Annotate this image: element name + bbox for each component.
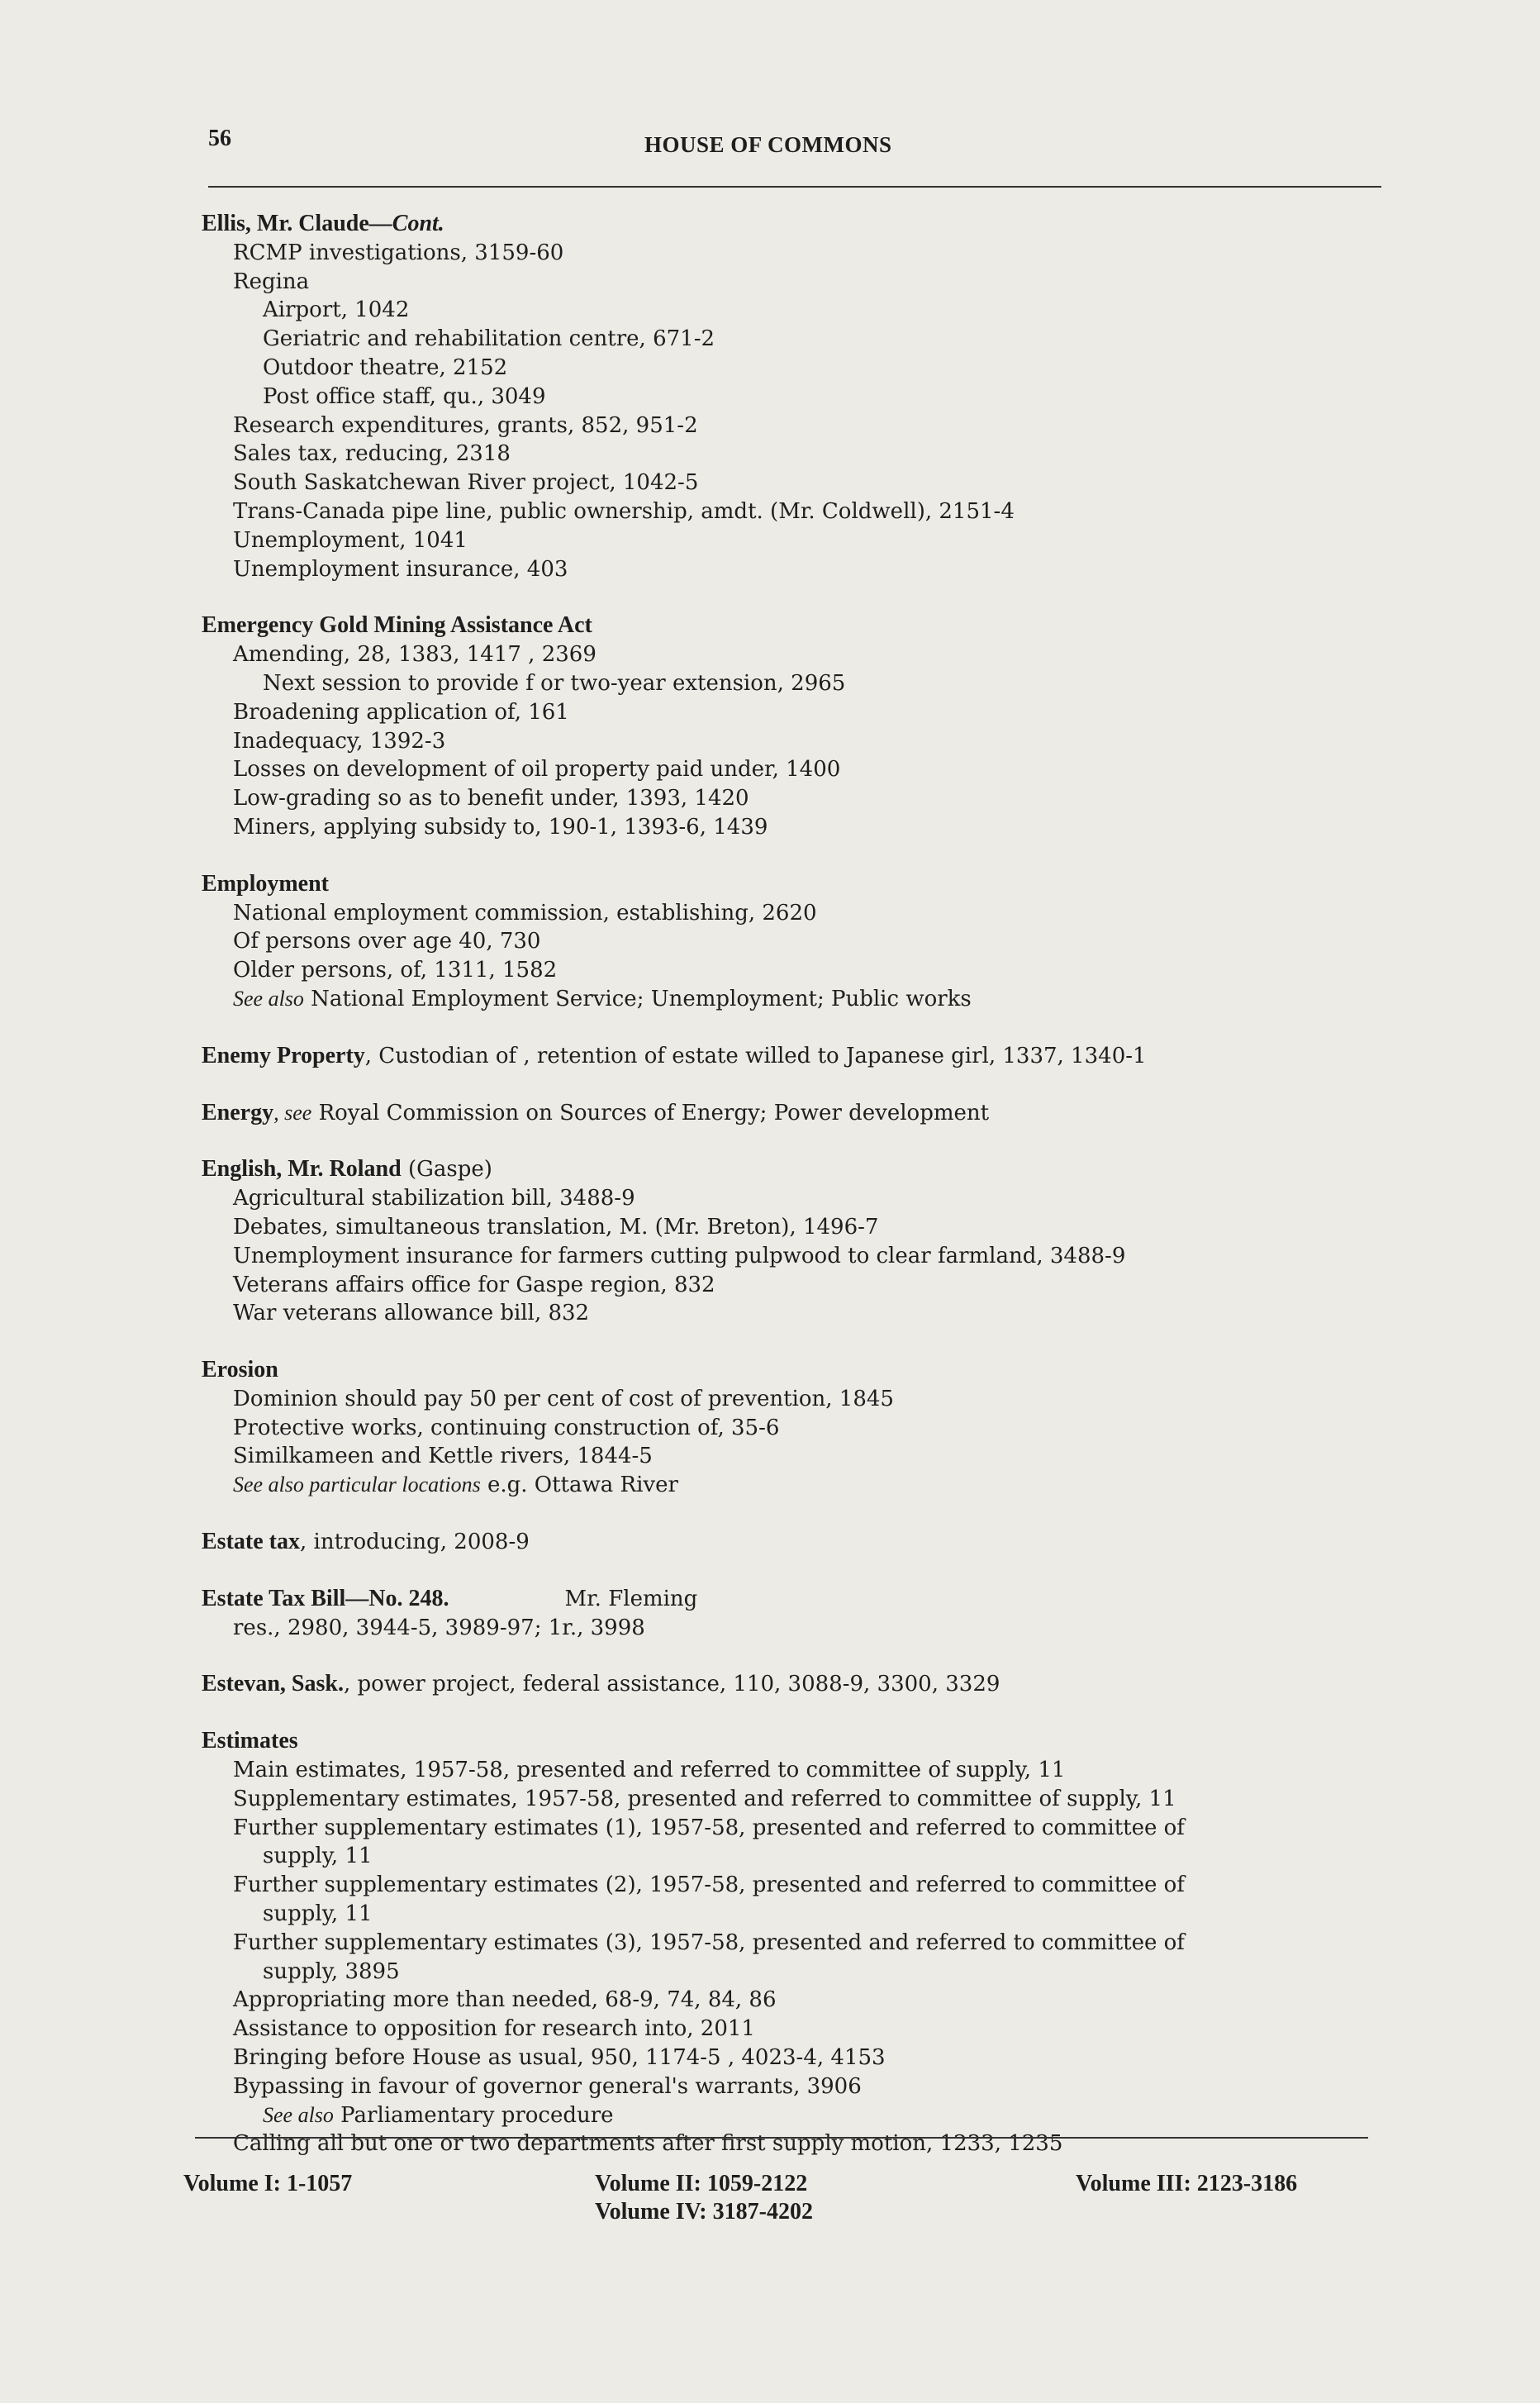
index-entry: [195, 210, 1385, 583]
index-subentry: [195, 296, 1385, 325]
subentry-text: Broadening application of, 161: [233, 699, 569, 725]
entry-heading: Employment: [202, 870, 329, 897]
index-subentry: [195, 813, 1385, 842]
index-subentry: [195, 1471, 1385, 1500]
entry-heading-text: Royal Commission on Sources of Energy; Power development: [311, 1100, 990, 1125]
index-entry: [195, 1155, 1385, 1328]
index-subentry: [195, 440, 1385, 469]
index-subentry: [195, 1184, 1385, 1213]
header-divider: [208, 186, 1381, 188]
entry-heading: Enemy Property: [202, 1042, 365, 1068]
index-entry: [195, 611, 1385, 841]
subentry-text: Miners, applying subsidy to, 190-1, 1393-6, 1439: [233, 814, 768, 840]
entry-heading-line: [195, 1099, 1385, 1128]
subentry-text: Next session to provide f or two-year extension, 2965: [263, 670, 846, 696]
subentry-text: Unemployment, 1041: [233, 527, 468, 553]
index-subentry: [195, 1442, 1385, 1471]
index-subentry: [195, 985, 1385, 1014]
index-entry: [195, 1356, 1385, 1500]
index-subentry: [195, 1785, 1385, 1814]
footer-volume-2-4: [595, 2170, 813, 2226]
entry-heading-line: [195, 1356, 1385, 1385]
entry-sponsor: Mr. Fleming: [564, 1586, 698, 1611]
subentry-text: supply, 11: [263, 1901, 373, 1927]
subentry-text: National employment commission, establishing, 2620: [233, 900, 817, 926]
index-subentry: [195, 1929, 1385, 1958]
index-subentry: [195, 1271, 1385, 1300]
subentry-text: Trans-Canada pipe line, public ownership, amdt. (Mr. Coldwell), 2151-4: [233, 498, 1015, 524]
entry-heading: Estevan, Sask.: [202, 1671, 344, 1697]
subentry-text: Post office staff, qu., 3049: [263, 383, 546, 409]
subentry-text: Similkameen and Kettle rivers, 1844-5: [233, 1444, 653, 1469]
index-subentry: [195, 497, 1385, 526]
subentry-text: Veterans affairs office for Gaspe region, 832: [233, 1272, 715, 1297]
subentry-text: Amending, 28, 1383, 1417 , 2369: [233, 642, 597, 668]
index-subentry: [195, 1871, 1385, 1900]
subentry-text: Bypassing in favour of governor general's warrants, 3906: [233, 2073, 862, 2099]
subentry-text: e.g. Ottawa River: [480, 1473, 678, 1498]
index-subentry: [195, 1614, 1385, 1643]
footer-volume-3: Volume III: 2123-3186: [1076, 2171, 1298, 2196]
entry-heading-line: [195, 1042, 1385, 1071]
index-entry: [195, 1670, 1385, 1699]
subentry-text: Agricultural stabilization bill, 3488-9: [233, 1186, 635, 1211]
subentry-text: National Employment Service; Unemployment; Public works: [303, 986, 972, 1011]
index-subentry: [195, 383, 1385, 412]
index-entry: [195, 1727, 1385, 2158]
index-subentry: [195, 927, 1385, 956]
see-also-label: See also: [233, 986, 304, 1011]
subentry-text: Unemployment insurance, 403: [233, 556, 568, 582]
see-also-label: See also: [263, 2102, 334, 2127]
index-subentry: [195, 354, 1385, 383]
subentry-text: Of persons over age 40, 730: [233, 929, 541, 954]
page-title: HOUSE OF COMMONS: [644, 132, 892, 157]
index-subentry: [195, 698, 1385, 727]
index-subentry: [195, 1986, 1385, 2015]
subentry-text: Supplementary estimates, 1957-58, presented and referred to committee of supply, 11: [233, 1786, 1176, 1811]
subentry-text: Unemployment insurance for farmers cutting pulpwood to clear farmland, 3488-9: [233, 1243, 1126, 1268]
entry-heading: English, Mr. Roland: [202, 1156, 402, 1182]
entry-heading: Ellis, Mr. Claude: [202, 211, 369, 236]
index-subentry: [195, 1385, 1385, 1414]
index-entry: [195, 1585, 1385, 1643]
index-subentry: [195, 1756, 1385, 1785]
index-subentry: [195, 1900, 1385, 1929]
index-subentry: [195, 2015, 1385, 2044]
entry-heading: Erosion: [202, 1357, 278, 1383]
subentry-text: Assistance to opposition for research into, 2011: [233, 2016, 755, 2042]
subentry-text: Calling all but one or two departments after first supply motion, 1233, 1235: [233, 2131, 1063, 2157]
index-subentry: [195, 2101, 1385, 2130]
index-subentry: [195, 1213, 1385, 1242]
index-subentry: [195, 2129, 1385, 2158]
subentry-text: Sales tax, reducing, 2318: [233, 441, 511, 467]
page-number: 56: [208, 126, 231, 151]
index-content: [195, 210, 1385, 2186]
index-subentry: [195, 469, 1385, 497]
index-subentry: [195, 899, 1385, 928]
subentry-text: Further supplementary estimates (2), 1957-58, presented and referred to committee of: [233, 1872, 1185, 1898]
entry-heading-line: [195, 210, 1385, 239]
subentry-text: Debates, simultaneous translation, M. (Mr. Breton), 1496-7: [233, 1214, 879, 1240]
index-subentry: [195, 325, 1385, 354]
entry-heading-line: [195, 1670, 1385, 1699]
index-subentry: [195, 1842, 1385, 1871]
subentry-text: Regina: [233, 269, 310, 294]
footer-volume-2: Volume II: 1059-2122: [595, 2171, 808, 2196]
subentry-text: South Saskatchewan River project, 1042-5: [233, 470, 699, 496]
index-subentry: [195, 412, 1385, 440]
subentry-text: res., 2980, 3944-5, 3989-97; 1r., 3998: [233, 1615, 645, 1640]
subentry-text: Protective works, continuing construction of, 35-6: [233, 1415, 780, 1440]
index-subentry: [195, 1958, 1385, 1987]
subentry-text: Geriatric and rehabilitation centre, 671-2: [263, 326, 715, 352]
index-entry: [195, 1042, 1385, 1071]
entry-heading-line: [195, 1155, 1385, 1184]
subentry-text: Parliamentary procedure: [333, 2102, 614, 2128]
footer-volume-4: Volume IV: 3187-4202: [595, 2199, 813, 2225]
entry-heading-line: [195, 1585, 1385, 1614]
subentry-text: Outdoor theatre, 2152: [263, 355, 508, 380]
footer-divider: [195, 2137, 1368, 2139]
index-subentry: [195, 784, 1385, 813]
index-subentry: [195, 555, 1385, 584]
entry-heading-text: , power project, federal assistance, 110, 3088-9, 3300, 3329: [343, 1672, 1001, 1697]
index-subentry: [195, 755, 1385, 784]
entry-see-label: , see: [273, 1100, 312, 1125]
subentry-text: supply, 3895: [263, 1958, 400, 1984]
see-also-label: See also particular locations: [233, 1473, 481, 1497]
index-subentry: [195, 239, 1385, 268]
entry-heading-line: [195, 1727, 1385, 1756]
footer-volume-1: Volume I: 1-1057: [183, 2171, 353, 2196]
entry-heading-line: [195, 1528, 1385, 1557]
index-subentry: [195, 1814, 1385, 1843]
subentry-text: Inadequacy, 1392-3: [233, 728, 446, 754]
entry-heading-text: , introducing, 2008-9: [299, 1530, 530, 1555]
index-subentry: [195, 727, 1385, 756]
entry-heading-line: [195, 870, 1385, 899]
subentry-text: Bringing before House as usual, 950, 1174-5 , 4023-4, 4153: [233, 2045, 886, 2071]
subentry-text: RCMP investigations, 3159-60: [233, 240, 564, 265]
subentry-text: War veterans allowance bill, 832: [233, 1301, 590, 1326]
index-subentry: [195, 268, 1385, 297]
index-subentry: [195, 1299, 1385, 1328]
index-subentry: [195, 956, 1385, 985]
entry-heading-text: (Gaspe): [401, 1157, 492, 1182]
entry-heading: Estimates: [202, 1728, 298, 1754]
entry-heading-suffix: —Cont.: [368, 211, 444, 236]
index-subentry: [195, 1414, 1385, 1443]
index-entry: [195, 870, 1385, 1014]
subentry-text: Low-grading so as to benefit under, 1393, 1420: [233, 786, 749, 811]
subentry-text: Main estimates, 1957-58, presented and referred to committee of supply, 11: [233, 1758, 1066, 1783]
subentry-text: Appropriating more than needed, 68-9, 74, 84, 86: [233, 1987, 777, 2013]
subentry-text: Research expenditures, grants, 852, 951-2: [233, 412, 698, 438]
index-subentry: [195, 2044, 1385, 2072]
entry-heading: Estate tax: [202, 1529, 300, 1555]
entry-heading-text: , Custodian of , retention of estate willed to Japanese girl, 1337, 1340-1: [364, 1043, 1147, 1068]
entry-heading: Energy: [202, 1099, 274, 1125]
entry-heading-line: [195, 611, 1385, 640]
subentry-text: Further supplementary estimates (1), 1957-58, presented and referred to committee of: [233, 1815, 1185, 1840]
subentry-text: Losses on development of oil property paid under, 1400: [233, 757, 841, 783]
index-subentry: [195, 2072, 1385, 2101]
index-subentry: [195, 669, 1385, 698]
index-subentry: [195, 1242, 1385, 1271]
subentry-text: Dominion should pay 50 per cent of cost of prevention, 1845: [233, 1386, 894, 1411]
subentry-text: Further supplementary estimates (3), 1957-58, presented and referred to committee of: [233, 1930, 1185, 1955]
index-entry: [195, 1528, 1385, 1557]
subentry-text: Airport, 1042: [263, 297, 410, 323]
subentry-text: Older persons, of, 1311, 1582: [233, 958, 558, 983]
index-subentry: [195, 526, 1385, 555]
index-subentry: [195, 640, 1385, 669]
index-entry: [195, 1099, 1385, 1128]
entry-heading: Estate Tax Bill—No. 248.: [202, 1585, 449, 1611]
subentry-text: supply, 11: [263, 1844, 373, 1869]
entry-heading: Emergency Gold Mining Assistance Act: [202, 612, 592, 639]
